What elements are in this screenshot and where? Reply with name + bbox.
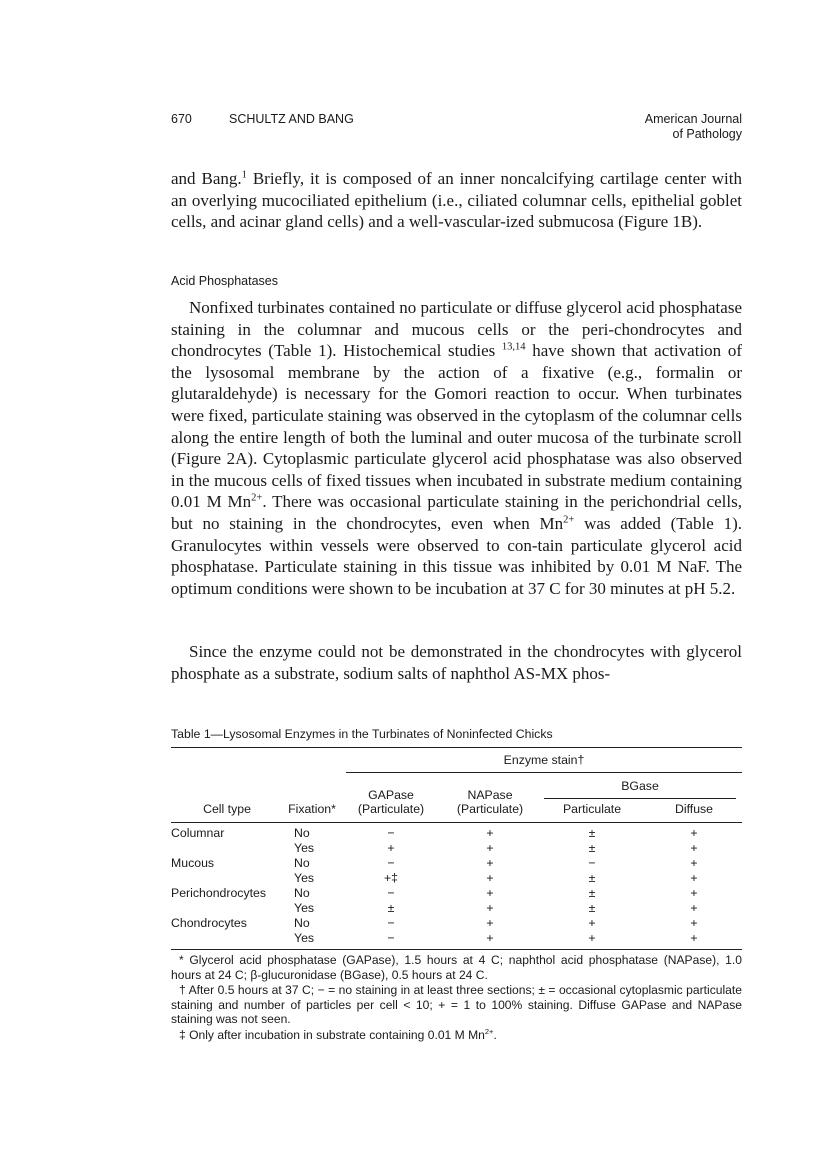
cell-gapase: −: [387, 931, 395, 945]
cell-napase: +: [486, 886, 494, 900]
col-gapase-line2: (Particulate): [357, 802, 425, 816]
paragraph-text: have shown that activation of the lysosomal membrane by the action of a fixative (e.g., formalin or glutaraldehyde) is necessary for the Gomori reaction to occur. When turbinates were fixed, particulate staining was observed in the cytoplasm of the columnar cells along the entire length of both the luminal and outer mucosa of the turbinate scroll (Figure 2A). Cytoplasmic particulate glycerol acid phosphatase was also observed in the mucous cells of fixed tissues when incubated in substrate medium containing 0.01 M Mn: [171, 341, 742, 512]
cell-fixation: Yes: [294, 841, 315, 855]
cell-gapase: −: [387, 916, 395, 930]
table-footnote-1: * Glycerol acid phosphatase (GAPase), 1.5 hours at 4 C; naphthol acid phosphatase (NAPase), 1.0 hours at 24 C; β-glucuronidase (BGase), 0.5 hours at 24 C.: [171, 953, 742, 982]
footnote-text: ‡ Only after incubation in substrate containing 0.01 M Mn: [179, 1028, 485, 1042]
cell-gapase: +‡: [383, 871, 399, 885]
superscript: 2+: [563, 514, 575, 526]
table-header-rule: [171, 822, 742, 823]
cell-fixation: Yes: [294, 901, 315, 915]
cell-bgase-particulate: +: [588, 931, 596, 945]
citation-ref: 13,14: [501, 341, 526, 353]
cell-bgase-diffuse: +: [690, 931, 698, 945]
col-bgase-particulate: Particulate: [562, 802, 622, 816]
col-cell-type: Cell type: [203, 802, 251, 816]
bgase-rule: [544, 798, 736, 799]
cell-type: Chondrocytes: [171, 916, 247, 930]
body-paragraph-1: [171, 168, 742, 233]
paragraph-text: Nonfixed turbinates contained no particulate or diffuse glycerol acid phosphatase staining in the columnar and mucous cells or the peri-chondrocytes and chondrocytes (Table 1). Histochemical studies: [171, 298, 742, 361]
cell-fixation: No: [294, 826, 310, 840]
cell-napase: +: [486, 856, 494, 870]
cell-fixation: No: [294, 916, 310, 930]
superscript: 2+: [251, 492, 263, 504]
journal-name-line2: of Pathology: [672, 127, 742, 141]
cell-bgase-diffuse: +: [690, 856, 698, 870]
superscript: 2+: [484, 1026, 494, 1036]
footnote-text: .: [493, 1028, 497, 1042]
col-napase-line2: (Particulate): [456, 802, 524, 816]
citation-ref: 1: [241, 169, 247, 181]
cell-napase: +: [486, 931, 494, 945]
running-title: SCHULTZ AND BANG: [229, 112, 354, 126]
cell-bgase-diffuse: +: [690, 916, 698, 930]
journal-name-line1: American Journal: [644, 112, 742, 126]
cell-napase: +: [486, 871, 494, 885]
cell-bgase-diffuse: +: [690, 901, 698, 915]
body-paragraph-3: Since the enzyme could not be demonstrated in the chondrocytes with glycerol phosphate as a substrate, sodium salts of naphthol AS-MX phos-: [171, 642, 742, 683]
col-fixation: Fixation*: [288, 802, 336, 816]
cell-bgase-particulate: ±: [588, 901, 596, 915]
cell-napase: +: [486, 916, 494, 930]
cell-gapase: −: [387, 856, 395, 870]
enzyme-stain-header: Enzyme stain†: [503, 753, 585, 767]
cell-bgase-diffuse: +: [690, 826, 698, 840]
cell-fixation: No: [294, 856, 310, 870]
cell-gapase: −: [387, 886, 395, 900]
table-footnote-3: [171, 1028, 742, 1043]
cell-bgase-diffuse: +: [690, 871, 698, 885]
bgase-header: BGase: [621, 779, 659, 793]
enzyme-stain-rule: [346, 772, 742, 773]
cell-napase: +: [486, 901, 494, 915]
table-top-rule: [171, 747, 742, 748]
table-bottom-rule: [171, 949, 742, 950]
cell-gapase: +: [387, 841, 395, 855]
paragraph-text: Briefly, it is composed of an inner noncalcifying cartilage center with an overlying mucociliated epithelium (i.e., ciliated columnar cells, epithelial goblet cells, and acinar gland cells) and a well-vascular-ized submucosa (Figure 1B).: [171, 169, 743, 232]
section-heading: Acid Phosphatases: [171, 274, 279, 288]
cell-bgase-particulate: +: [588, 916, 596, 930]
cell-bgase-diffuse: +: [690, 886, 698, 900]
cell-type: Mucous: [171, 856, 215, 870]
cell-fixation: Yes: [294, 931, 315, 945]
col-bgase-diffuse: Diffuse: [674, 802, 714, 816]
col-gapase-line1: GAPase: [368, 788, 414, 802]
paragraph-text: . There was occasional particulate staining in the perichondrial cells, but no staining in the chondrocytes, even when Mn: [171, 492, 742, 533]
cell-fixation: Yes: [294, 871, 315, 885]
paragraph-text: was added (Table 1). Granulocytes within vessels were observed to con-tain particulate glycerol acid phosphatase. Particulate staining in this tissue was inhibited by 0.01 M NaF. The optimum conditions were shown to be incubation at 37 C for 30 minutes at pH 5.2.: [171, 513, 742, 598]
cell-bgase-particulate: ±: [588, 841, 596, 855]
col-napase-line1: NAPase: [467, 788, 513, 802]
cell-napase: +: [486, 826, 494, 840]
cell-gapase: ±: [387, 901, 395, 915]
cell-bgase-particulate: −: [588, 856, 596, 870]
cell-bgase-particulate: ±: [588, 886, 596, 900]
cell-bgase-particulate: ±: [588, 826, 596, 840]
cell-type: Columnar: [171, 826, 225, 840]
paragraph-text: and Bang.: [171, 169, 242, 188]
table-footnote-2: † After 0.5 hours at 37 C; − = no staining in at least three sections; ± = occasional cytoplasmic particulate staining and number of particles per cell < 10; + = 1 to 100% staining. Diffuse GAPase and NAPase staining was not seen.: [171, 983, 742, 1027]
cell-napase: +: [486, 841, 494, 855]
cell-gapase: −: [387, 826, 395, 840]
table-caption: Table 1—Lysosomal Enzymes in the Turbinates of Noninfected Chicks: [171, 727, 553, 741]
cell-fixation: No: [294, 886, 310, 900]
journal-name: [645, 112, 742, 142]
cell-bgase-diffuse: +: [690, 841, 698, 855]
page-number: 670: [171, 112, 192, 126]
body-paragraph-2: [171, 297, 742, 599]
cell-bgase-particulate: ±: [588, 871, 596, 885]
cell-type: Perichondrocytes: [171, 886, 267, 900]
